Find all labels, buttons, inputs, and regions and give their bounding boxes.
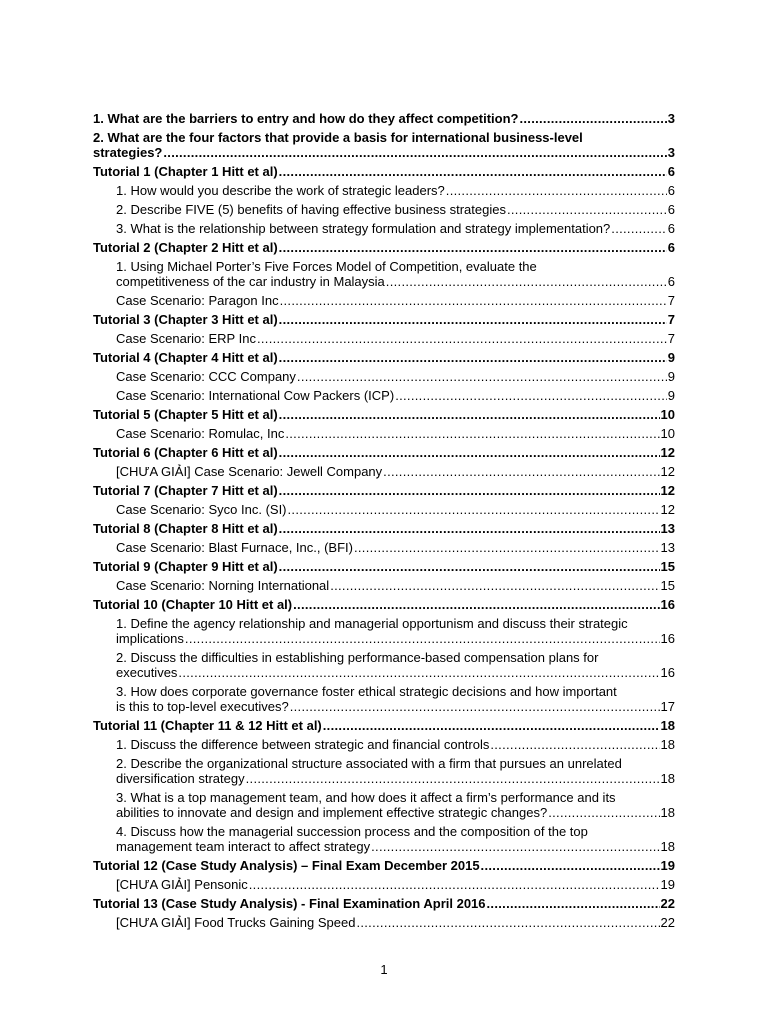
- toc-subentry[interactable]: [93, 650, 675, 680]
- toc-entry-text: [CHƯA GIẢI] Case Scenario: Jewell Company: [116, 464, 383, 479]
- dot-leader: [279, 164, 667, 179]
- dot-leader: [481, 858, 660, 873]
- toc-page-number: 9: [667, 388, 675, 403]
- toc-subentry[interactable]: [93, 616, 675, 646]
- toc-page-number: 19: [660, 877, 675, 892]
- toc-heading[interactable]: [93, 130, 675, 160]
- toc-page-number: 9: [667, 350, 675, 365]
- page-number: 1: [380, 962, 388, 977]
- toc-page-number: 16: [660, 597, 675, 612]
- toc-entry-text: Tutorial 5 (Chapter 5 Hitt et al): [93, 407, 278, 422]
- toc-entry-text: Case Scenario: Paragon Inc: [116, 293, 279, 308]
- toc-entry-text: Case Scenario: Blast Furnace, Inc., (BFI): [116, 540, 353, 555]
- toc-entry-text: 3. What is the relationship between strategy formulation and strategy implementation?: [116, 221, 611, 236]
- toc-entry-text: Tutorial 4 (Chapter 4 Hitt et al): [93, 350, 278, 365]
- dot-leader: [446, 183, 667, 198]
- dot-leader: [257, 331, 667, 346]
- dot-leader: [279, 350, 667, 365]
- toc-entry-text: Case Scenario: CCC Company: [116, 369, 296, 384]
- toc-heading[interactable]: [93, 240, 675, 255]
- toc-page-number: 6: [667, 202, 675, 217]
- toc-entry-text: 2. Discuss the difficulties in establishing performance-based compensation plans for: [116, 650, 599, 665]
- dot-leader: [185, 631, 660, 646]
- toc-entry-text: implications: [116, 631, 184, 646]
- toc-subentry[interactable]: [93, 388, 675, 403]
- toc-page-number: 6: [667, 240, 675, 255]
- toc-page-number: 7: [667, 331, 675, 346]
- dot-leader: [395, 388, 667, 403]
- toc-entry-text: diversification strategy: [116, 771, 245, 786]
- toc-subentry[interactable]: [93, 540, 675, 555]
- toc-entry-text: Case Scenario: Romulac, Inc: [116, 426, 285, 441]
- dot-leader: [293, 597, 659, 612]
- toc-page-number: 15: [660, 578, 675, 593]
- toc-entry-text: strategies?: [93, 145, 163, 160]
- toc-heading[interactable]: [93, 445, 675, 460]
- dot-leader: [279, 240, 667, 255]
- dot-leader: [330, 578, 659, 593]
- toc-subentry[interactable]: [93, 684, 675, 714]
- toc-page-number: 12: [660, 464, 675, 479]
- toc-page-number: 22: [660, 896, 675, 911]
- toc-subentry[interactable]: [93, 877, 675, 892]
- toc-entry-text: Tutorial 1 (Chapter 1 Hitt et al): [93, 164, 278, 179]
- dot-leader: [279, 445, 660, 460]
- toc-entry-text: 1. How would you describe the work of strategic leaders?: [116, 183, 445, 198]
- toc-entry-text: 3. What is a top management team, and how does it affect a firm’s performance and its: [116, 790, 616, 805]
- toc-page-number: 6: [667, 274, 675, 289]
- toc-subentry[interactable]: [93, 331, 675, 346]
- dot-leader: [371, 839, 659, 854]
- dot-leader: [279, 521, 660, 536]
- dot-leader: [246, 771, 660, 786]
- toc-subentry[interactable]: [93, 369, 675, 384]
- toc-heading[interactable]: [93, 718, 675, 733]
- toc-subentry[interactable]: [93, 426, 675, 441]
- toc-page-number: 3: [667, 145, 675, 160]
- toc-heading[interactable]: [93, 483, 675, 498]
- toc-entry-text: Tutorial 6 (Chapter 6 Hitt et al): [93, 445, 278, 460]
- toc-heading[interactable]: [93, 111, 675, 126]
- toc-heading[interactable]: [93, 350, 675, 365]
- toc-page-number: 3: [667, 111, 675, 126]
- toc-subentry[interactable]: [93, 183, 675, 198]
- dot-leader: [386, 274, 667, 289]
- toc-entry-text: 2. Describe the organizational structure associated with a firm that pursues an unrelated: [116, 756, 622, 771]
- toc-entry-text: 4. Discuss how the managerial succession process and the composition of the top: [116, 824, 588, 839]
- toc-entry-text: Case Scenario: International Cow Packers (ICP): [116, 388, 395, 403]
- dot-leader: [490, 737, 659, 752]
- dot-leader: [323, 718, 660, 733]
- dot-leader: [356, 915, 659, 930]
- dot-leader: [279, 407, 660, 422]
- toc-entry-text: executives: [116, 665, 178, 680]
- toc-page-number: 18: [660, 771, 675, 786]
- dot-leader: [354, 540, 660, 555]
- toc-subentry[interactable]: [93, 737, 675, 752]
- toc-entry-text: Case Scenario: Syco Inc. (SI): [116, 502, 287, 517]
- toc-entry-text: competitiveness of the car industry in Malaysia: [116, 274, 385, 289]
- toc-heading[interactable]: [93, 407, 675, 422]
- toc-page-number: 18: [660, 805, 675, 820]
- toc-heading[interactable]: [93, 312, 675, 327]
- toc-entry-text: 2. What are the four factors that provide a basis for international business-level: [93, 130, 583, 145]
- toc-subentry[interactable]: [93, 502, 675, 517]
- toc-subentry[interactable]: [93, 221, 675, 236]
- dot-leader: [280, 293, 667, 308]
- toc-page-number: 12: [660, 502, 675, 517]
- dot-leader: [548, 805, 659, 820]
- toc-page-number: 22: [660, 915, 675, 930]
- toc-entry-text: Tutorial 2 (Chapter 2 Hitt et al): [93, 240, 278, 255]
- toc-subentry[interactable]: [93, 293, 675, 308]
- toc-subentry[interactable]: [93, 464, 675, 479]
- toc-entry-text: 3. How does corporate governance foster ethical strategic decisions and how important: [116, 684, 617, 699]
- dot-leader: [163, 145, 666, 160]
- dot-leader: [383, 464, 659, 479]
- toc-entry-text: 1. Define the agency relationship and managerial opportunism and discuss their strategic: [116, 616, 628, 631]
- toc-page-number: 6: [667, 221, 675, 236]
- dot-leader: [297, 369, 667, 384]
- toc-heading[interactable]: [93, 858, 675, 873]
- toc-entry-text: abilities to innovate and design and implement effective strategic changes?: [116, 805, 548, 820]
- toc-entry-text: 1. Using Michael Porter’s Five Forces Model of Competition, evaluate the: [116, 259, 537, 274]
- dot-leader: [611, 221, 666, 236]
- toc-entry-text: Tutorial 12 (Case Study Analysis) – Final Exam December 2015: [93, 858, 480, 873]
- dot-leader: [285, 426, 659, 441]
- toc-entry-text: is this to top-level executives?: [116, 699, 289, 714]
- toc-entry-text: management team interact to affect strategy: [116, 839, 371, 854]
- toc-entry-text: [CHƯA GIẢI] Pensonic: [116, 877, 248, 892]
- dot-leader: [487, 896, 660, 911]
- toc-page-number: 7: [667, 293, 675, 308]
- toc-entry-text: Tutorial 9 (Chapter 9 Hitt et al): [93, 559, 278, 574]
- toc-page-number: 18: [660, 718, 675, 733]
- toc-entry-text: [CHƯA GIẢI] Food Trucks Gaining Speed: [116, 915, 356, 930]
- toc-page-number: 6: [667, 183, 675, 198]
- toc-entry-text: 1. What are the barriers to entry and how do they affect competition?: [93, 111, 519, 126]
- toc-subentry[interactable]: [93, 824, 675, 854]
- toc-subentry[interactable]: [93, 259, 675, 289]
- toc-page-number: 9: [667, 369, 675, 384]
- toc-subentry[interactable]: [93, 790, 675, 820]
- toc-page-number: 19: [660, 858, 675, 873]
- dot-leader: [288, 502, 660, 517]
- toc-subentry[interactable]: [93, 756, 675, 786]
- dot-leader: [290, 699, 660, 714]
- toc-page-number: 16: [660, 631, 675, 646]
- toc-heading[interactable]: [93, 521, 675, 536]
- toc-page-number: 18: [660, 839, 675, 854]
- toc-heading[interactable]: [93, 896, 675, 911]
- toc-entry-text: Tutorial 8 (Chapter 8 Hitt et al): [93, 521, 278, 536]
- toc-heading[interactable]: [93, 597, 675, 612]
- toc-page-number: 7: [667, 312, 675, 327]
- toc-page-number: 15: [660, 559, 675, 574]
- toc-entry-text: Tutorial 10 (Chapter 10 Hitt et al): [93, 597, 293, 612]
- toc-page-number: 12: [660, 483, 675, 498]
- dot-leader: [519, 111, 666, 126]
- table-of-contents: [93, 111, 675, 934]
- dot-leader: [279, 312, 667, 327]
- toc-entry-text: Case Scenario: Norning International: [116, 578, 330, 593]
- dot-leader: [279, 483, 660, 498]
- dot-leader: [507, 202, 667, 217]
- toc-page-number: 16: [660, 665, 675, 680]
- toc-entry-text: Tutorial 3 (Chapter 3 Hitt et al): [93, 312, 278, 327]
- dot-leader: [279, 559, 660, 574]
- toc-subentry[interactable]: [93, 915, 675, 930]
- dot-leader: [178, 665, 659, 680]
- toc-entry-text: Tutorial 13 (Case Study Analysis) - Final Examination April 2016: [93, 896, 486, 911]
- toc-entry-text: Case Scenario: ERP Inc: [116, 331, 256, 346]
- dot-leader: [249, 877, 660, 892]
- toc-page-number: 18: [660, 737, 675, 752]
- toc-page-number: 6: [667, 164, 675, 179]
- toc-entry-text: 1. Discuss the difference between strategic and financial controls: [116, 737, 490, 752]
- toc-page-number: 12: [660, 445, 675, 460]
- toc-subentry[interactable]: [93, 578, 675, 593]
- toc-heading[interactable]: [93, 559, 675, 574]
- toc-heading[interactable]: [93, 164, 675, 179]
- toc-entry-text: Tutorial 11 (Chapter 11 & 12 Hitt et al): [93, 718, 322, 733]
- toc-subentry[interactable]: [93, 202, 675, 217]
- toc-page-number: 17: [660, 699, 675, 714]
- toc-page-number: 13: [660, 521, 675, 536]
- toc-page-number: 10: [660, 426, 675, 441]
- toc-entry-text: 2. Describe FIVE (5) benefits of having effective business strategies: [116, 202, 506, 217]
- toc-entry-text: Tutorial 7 (Chapter 7 Hitt et al): [93, 483, 278, 498]
- toc-page-number: 13: [660, 540, 675, 555]
- toc-page-number: 10: [660, 407, 675, 422]
